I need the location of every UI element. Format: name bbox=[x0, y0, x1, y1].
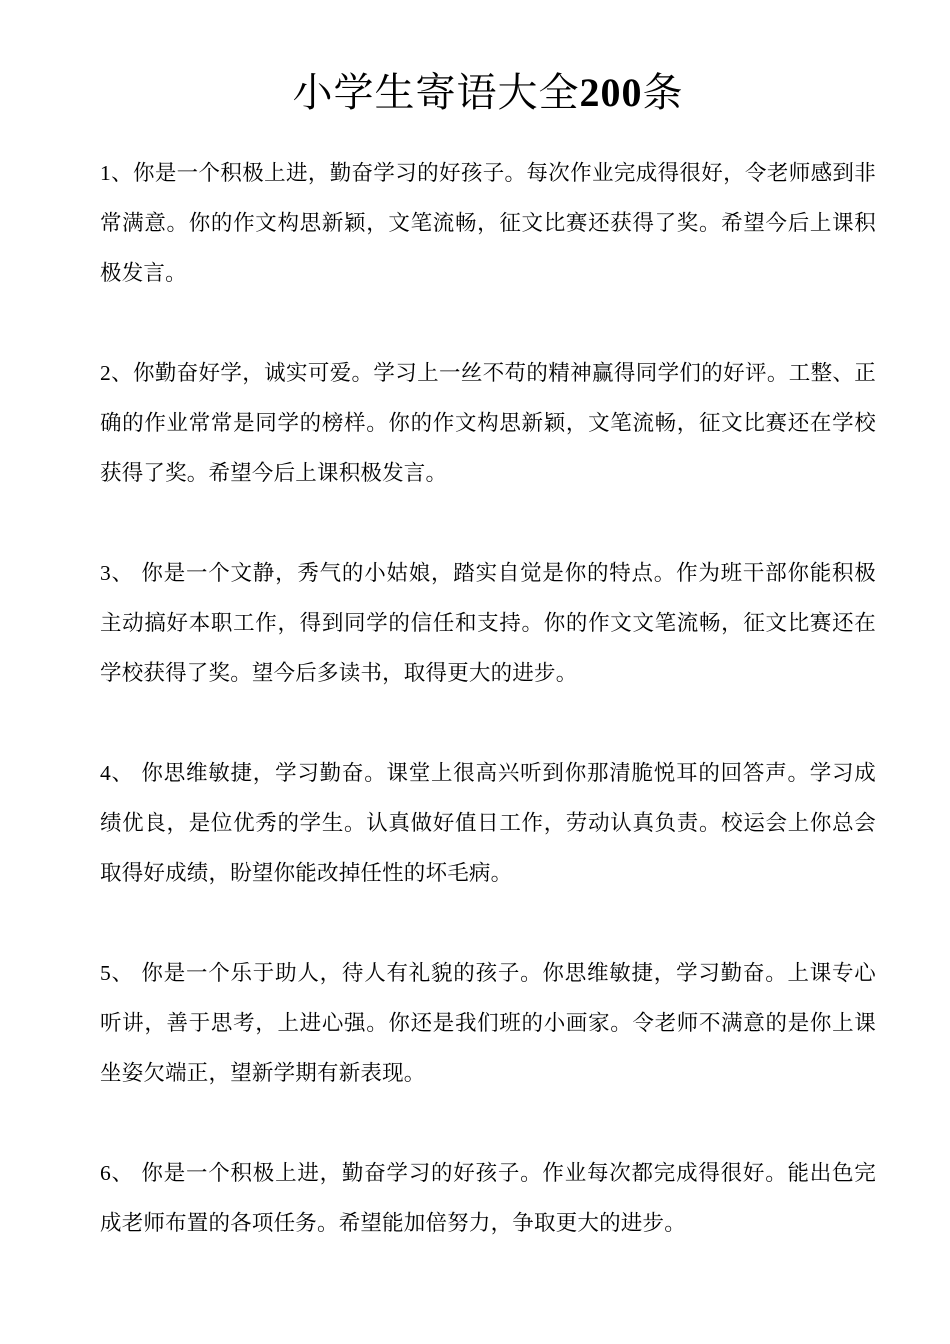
entry-text: 你思维敏捷，学习勤奋。课堂上很高兴听到你那清脆悦耳的回答声。学习成绩优良，是位优秀的学生。认真做好值日工作，劳动认真负责。校运会上你总会取得好成绩，盼望你能改掉任性的坏毛病。 bbox=[100, 761, 876, 886]
entry-list bbox=[100, 148, 876, 1249]
list-item bbox=[100, 748, 876, 899]
entry-text: 你是一个积极上进，勤奋学习的好孩子。作业每次都完成得很好。能出色完成老师布置的各项任务。希望能加倍努力，争取更大的进步。 bbox=[100, 1161, 876, 1236]
title-number: 200 bbox=[579, 70, 643, 115]
entry-index: 2、 bbox=[100, 361, 133, 385]
entry-text: 你是一个积极上进，勤奋学习的好孩子。每次作业完成得很好，令老师感到非常满意。你的作文构思新颖，文笔流畅，征文比赛还获得了奖。希望今后上课积极发言。 bbox=[100, 161, 876, 286]
entry-index: 4、 bbox=[100, 761, 134, 785]
entry-text: 你勤奋好学，诚实可爱。学习上一丝不苟的精神赢得同学们的好评。工整、正确的作业常常是同学的榜样。你的作文构思新颖，文笔流畅，征文比赛还在学校获得了奖。希望今后上课积极发言。 bbox=[100, 361, 876, 486]
title-text: 小学生寄语大全 bbox=[292, 70, 580, 116]
list-item bbox=[100, 148, 876, 299]
entry-index: 5、 bbox=[100, 961, 134, 985]
list-item bbox=[100, 348, 876, 499]
page-title bbox=[100, 62, 876, 124]
list-item bbox=[100, 1148, 876, 1249]
entry-index: 3、 bbox=[100, 561, 134, 585]
list-item bbox=[100, 548, 876, 699]
entry-text: 你是一个乐于助人，待人有礼貌的孩子。你思维敏捷，学习勤奋。上课专心听讲，善于思考，上进心强。你还是我们班的小画家。令老师不满意的是你上课坐姿欠端正，望新学期有新表现。 bbox=[100, 961, 876, 1086]
entry-index: 6、 bbox=[100, 1161, 134, 1185]
title-suffix: 条 bbox=[642, 70, 684, 116]
entry-index: 1、 bbox=[100, 161, 133, 185]
entry-text: 你是一个文静，秀气的小姑娘，踏实自觉是你的特点。作为班干部你能积极主动搞好本职工作，得到同学的信任和支持。你的作文文笔流畅，征文比赛还在学校获得了奖。望今后多读书，取得更大的进步。 bbox=[100, 561, 876, 686]
list-item bbox=[100, 948, 876, 1099]
